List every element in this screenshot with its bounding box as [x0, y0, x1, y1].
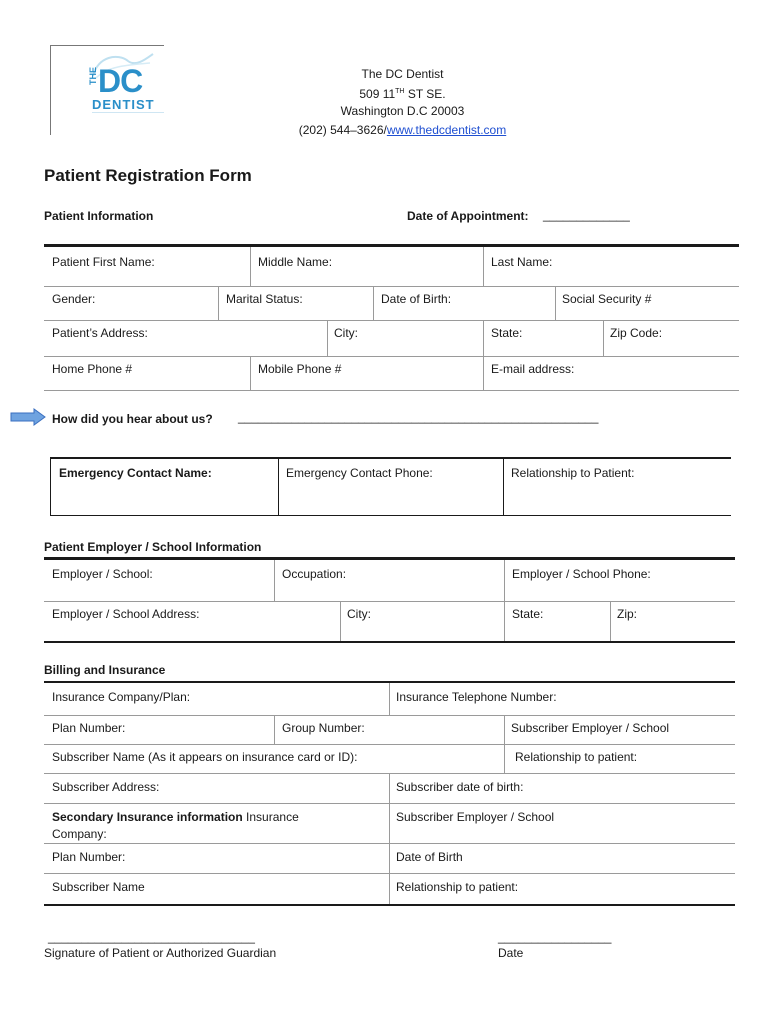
mobile-phone-field[interactable]: Mobile Phone #: [258, 362, 342, 376]
date-field[interactable]: _________________: [498, 930, 612, 944]
website-link[interactable]: www.thedcdentist.com: [386, 123, 507, 137]
state-field[interactable]: State:: [491, 326, 523, 340]
relationship-field[interactable]: Relationship to patient:: [515, 750, 638, 764]
last-name-field[interactable]: Last Name:: [491, 255, 553, 269]
subscriber-employer-field[interactable]: Subscriber Employer / School: [511, 721, 670, 735]
logo: [50, 45, 168, 137]
zip-field[interactable]: Zip Code:: [610, 326, 663, 340]
marital-status-field[interactable]: Marital Status:: [226, 292, 303, 306]
employer-zip-field[interactable]: Zip:: [617, 607, 638, 621]
secondary-insurance-field[interactable]: Secondary Insurance information Insurance: [52, 810, 299, 824]
home-phone-field[interactable]: Home Phone #: [52, 362, 133, 376]
appointment-label: Date of Appointment:: [407, 209, 529, 223]
practice-address: 509 11TH ST SE.: [359, 87, 446, 101]
secondary-company-label: Company:: [52, 827, 107, 841]
emergency-name-field[interactable]: Emergency Contact Name:: [59, 466, 212, 480]
insurance-phone-field[interactable]: Insurance Telephone Number:: [396, 690, 557, 704]
relationship-2-field[interactable]: Relationship to patient:: [396, 880, 519, 894]
employer-address-field[interactable]: Employer / School Address:: [52, 607, 200, 621]
middle-name-field[interactable]: Middle Name:: [258, 255, 333, 269]
logo-the: THE: [88, 67, 98, 85]
practice-phone: (202) 544–3626/: [298, 123, 387, 137]
occupation-field[interactable]: Occupation:: [282, 567, 347, 581]
practice-name: The DC Dentist: [361, 67, 444, 81]
billing-heading: Billing and Insurance: [44, 663, 166, 677]
insurance-company-field[interactable]: Insurance Company/Plan:: [52, 690, 191, 704]
logo-dc: DC: [98, 63, 143, 99]
plan-number-field[interactable]: Plan Number:: [52, 721, 126, 735]
date-label: Date: [498, 946, 524, 960]
date-of-birth-field[interactable]: Date of Birth: [396, 850, 463, 864]
form-title: Patient Registration Form: [44, 166, 252, 185]
employer-heading: Patient Employer / School Information: [44, 540, 262, 554]
gender-field[interactable]: Gender:: [52, 292, 96, 306]
plan-number-2-field[interactable]: Plan Number:: [52, 850, 126, 864]
subscriber-name-card-field[interactable]: Subscriber Name (As it appears on insurance card or ID):: [52, 750, 358, 764]
subscriber-dob-field[interactable]: Subscriber date of birth:: [396, 780, 524, 794]
address-field[interactable]: Patient’s Address:: [52, 326, 148, 340]
patient-info-heading: Patient Information: [44, 209, 154, 223]
group-number-field[interactable]: Group Number:: [282, 721, 365, 735]
email-field[interactable]: E-mail address:: [491, 362, 575, 376]
employer-phone-field[interactable]: Employer / School Phone:: [512, 567, 651, 581]
practice-city: Washington D.C 20003: [340, 104, 465, 118]
subscriber-address-field[interactable]: Subscriber Address:: [52, 780, 160, 794]
emergency-relationship-field[interactable]: Relationship to Patient:: [511, 466, 635, 480]
city-field[interactable]: City:: [334, 326, 358, 340]
first-name-field[interactable]: Patient First Name:: [52, 255, 155, 269]
logo-dentist: DENTIST: [92, 97, 155, 112]
hear-about-field[interactable]: ______________________________________________________: [238, 410, 599, 424]
employer-city-field[interactable]: City:: [347, 607, 371, 621]
subscriber-employer-2-field[interactable]: Subscriber Employer / School: [396, 810, 555, 824]
employer-field[interactable]: Employer / School:: [52, 567, 153, 581]
subscriber-name-field[interactable]: Subscriber Name: [52, 880, 145, 894]
hear-about-label: How did you hear about us?: [52, 412, 213, 426]
signature-field[interactable]: _______________________________: [48, 930, 255, 944]
signature-label: Signature of Patient or Authorized Guardian: [44, 946, 277, 960]
arrow-right-icon: [10, 408, 46, 426]
ssn-field[interactable]: Social Security #: [562, 292, 652, 306]
dob-field[interactable]: Date of Birth:: [381, 292, 452, 306]
appointment-field[interactable]: _____________: [543, 208, 630, 222]
emergency-phone-field[interactable]: Emergency Contact Phone:: [286, 466, 433, 480]
employer-state-field[interactable]: State:: [512, 607, 544, 621]
practice-contact: [280, 123, 525, 137]
